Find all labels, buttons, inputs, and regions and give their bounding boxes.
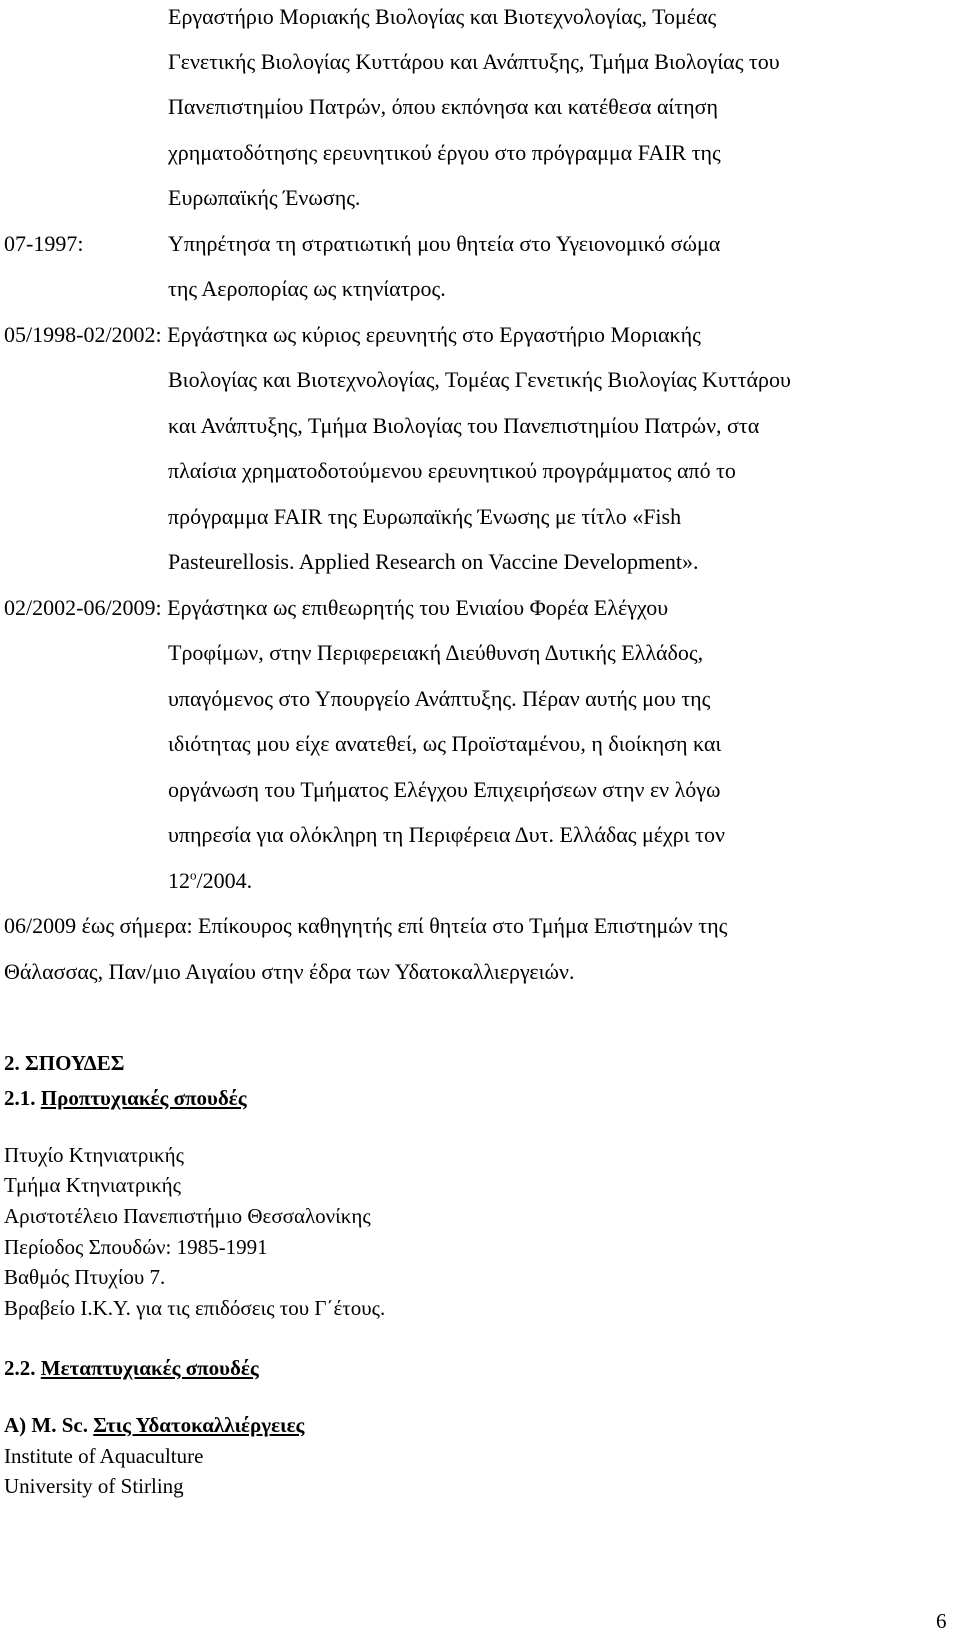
undergrad-line: Βραβείο Ι.Κ.Υ. για τις επιδόσεις του Γ΄έτους. [4,1296,386,1320]
exp-2002-line: ιδιότητας μου είχε ανατεθεί, ως Προϊσταμένου, η διοίκηση και [168,731,722,756]
exp-1998-first-line: 05/1998-02/2002: Εργάστηκα ως κύριος ερευνητής στο Εργαστήριο Μοριακής [4,322,701,347]
exp-1997-date: 07-1997: [4,231,84,256]
exp-1998-line: πρόγραμμα FAIR της Ευρωπαϊκής Ένωσης με τίτλο «Fish [168,504,682,529]
exp-1997-line: Υπηρέτησα τη στρατιωτική μου θητεία στο Υγειονομικό σώμα [168,231,721,256]
postgrad-degree [4,1412,304,1438]
exp-prev-line: Γενετικής Βιολογίας Κυττάρου και Ανάπτυξης, Τμήμα Βιολογίας του [168,49,780,74]
postgrad-line: Institute of Aquaculture [4,1444,204,1468]
exp-prev-line: Ευρωπαϊκής Ένωσης. [168,185,361,210]
undergrad-line: Τμήμα Κτηνιατρικής [4,1173,181,1197]
exp-2002-line: οργάνωση του Τμήματος Ελέγχου Επιχειρήσεων στην εν λόγω [168,777,721,802]
exp-2002-end-date [168,868,252,894]
degree-title: Στις Υδατοκαλλιέργειες [93,1413,305,1437]
exp-1998-line: Βιολογίας και Βιοτεχνολογίας, Τομέας Γενετικής Βιολογίας Κυττάρου [168,367,791,392]
date-rest: /2004. [196,868,253,893]
undergrad-heading [4,1085,247,1111]
ordinal-superscript: ο [190,867,197,883]
exp-2002-line: υπηρεσία για ολόκληρη τη Περιφέρεια Δυτ. Ελλάδας μέχρι τον [168,822,725,847]
exp-1998-line: πλαίσια χρηματοδοτούμενου ερευνητικού προγράμματος από το [168,458,736,483]
undergrad-heading-text: Προπτυχιακές σπουδές [40,1086,247,1110]
exp-prev-line: χρηματοδότησης ερευνητικού έργου στο πρόγραμμα FAIR της [168,140,721,165]
exp-2002-line: υπαγόμενος στο Υπουργείο Ανάπτυξης. Πέραν αυτής μου της [168,686,711,711]
degree-prefix: Α) M. Sc. [4,1413,88,1437]
exp-1997-line: της Αεροπορίας ως κτηνίατρος. [168,276,446,301]
page-number: 6 [936,1609,947,1633]
undergrad-line: Βαθμός Πτυχίου 7. [4,1265,166,1289]
exp-prev-line: Πανεπιστημίου Πατρών, όπου εκπόνησα και κατέθεσα αίτηση [168,94,719,119]
exp-prev-line: Εργαστήριο Μοριακής Βιολογίας και Βιοτεχνολογίας, Τομέας [168,4,717,29]
exp-2002-first-line: 02/2002-06/2009: Εργάστηκα ως επιθεωρητής του Ενιαίου Φορέα Ελέγχου [4,595,669,620]
postgrad-heading-number: 2.2. [4,1356,36,1380]
postgrad-heading [4,1355,259,1381]
date-number: 12 [168,868,190,893]
exp-1998-line: Pasteurellosis. Applied Research on Vaccine Development». [168,549,699,574]
exp-2009-line: Θάλασσας, Παν/μιο Αιγαίου στην έδρα των Υδατοκαλλιεργειών. [4,959,575,984]
exp-2002-line: Τροφίμων, στην Περιφερειακή Διεύθυνση Δυτικής Ελλάδος, [168,640,704,665]
exp-1998-line: και Ανάπτυξης, Τμήμα Βιολογίας του Πανεπιστημίου Πατρών, στα [168,413,760,438]
exp-2009-line: 06/2009 έως σήμερα: Επίκουρος καθηγητής επί θητεία στο Τμήμα Επιστημών της [4,913,728,938]
undergrad-heading-number: 2.1. [4,1086,36,1110]
undergrad-line: Αριστοτέλειο Πανεπιστήμιο Θεσσαλονίκης [4,1204,371,1228]
undergrad-line: Πτυχίο Κτηνιατρικής [4,1143,184,1167]
studies-heading: 2. ΣΠΟΥΔΕΣ [4,1051,125,1075]
postgrad-heading-text: Μεταπτυχιακές σπουδές [40,1356,259,1380]
undergrad-line: Περίοδος Σπουδών: 1985-1991 [4,1235,268,1259]
postgrad-line: University of Stirling [4,1474,184,1498]
